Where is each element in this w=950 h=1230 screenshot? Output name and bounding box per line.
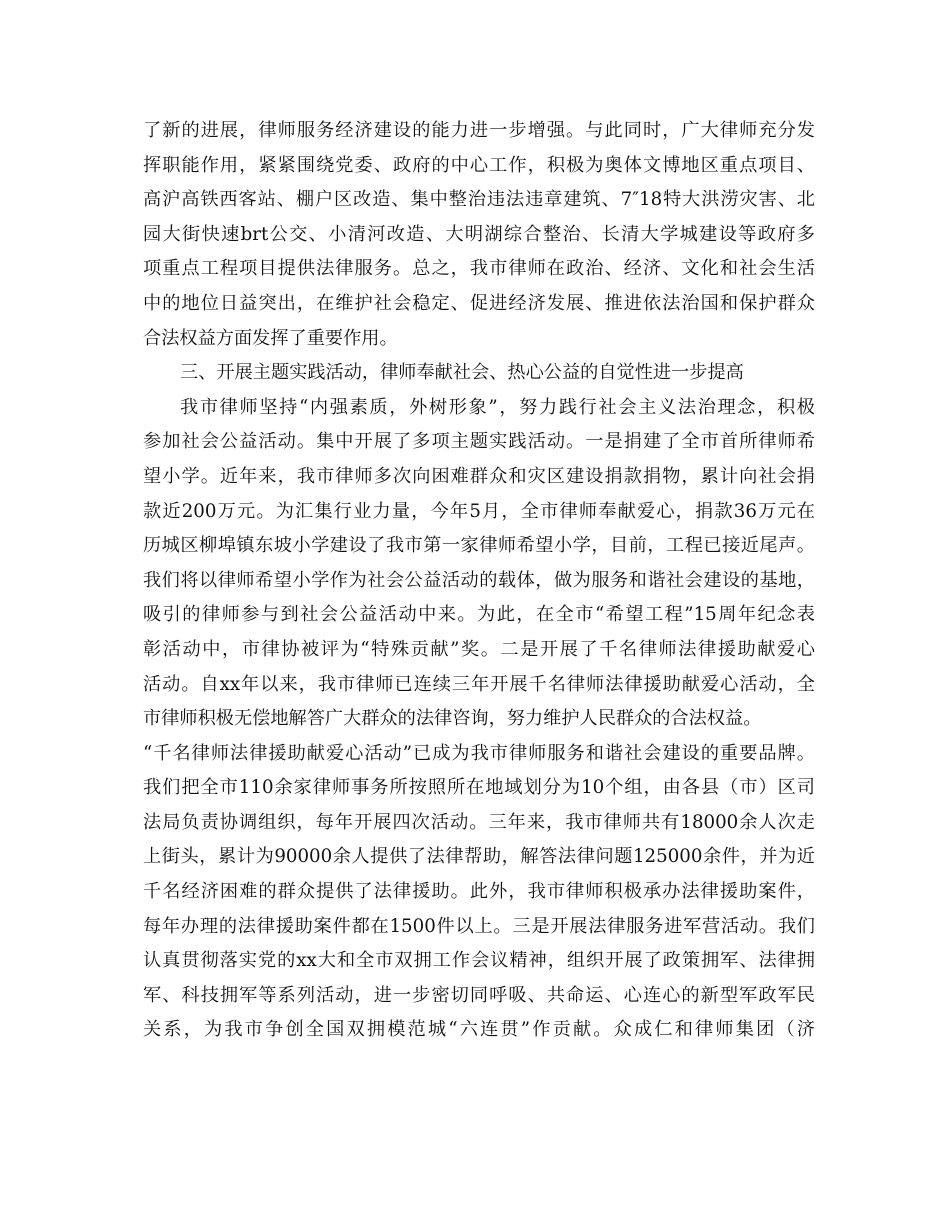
text-line: 关系，为我市争创全国双拥模范城“六连贯”作贡献。众成仁和律师集团（济 [143,1019,815,1041]
text-line: 望小学。近年来，我市律师多次向困难群众和灾区建设捐款捐物，累计向社会捐 [143,465,815,487]
text-line: 参加社会公益活动。集中开展了多项主题实践活动。一是捐建了全市首所律师希 [143,431,815,453]
text-line: 了新的进展，律师服务经济建设的能力进一步增强。与此同时，广大律师充分发 [143,120,815,141]
text-line: 吸引的律师参与到社会公益活动中来。为此，在全市“希望工程”15周年纪念表 [143,604,815,626]
text-line: 园大街快速brt公交、小清河改造、大明湖综合整治、长清大学城建设等政府多 [143,223,815,245]
text-line: 我们将以律师希望小学作为社会公益活动的载体，做为服务和谐社会建设的基地， [143,569,815,591]
text-line: 法局负责协调组织，每年开展四次活动。三年来，我市律师共有18000余人次走 [143,811,815,833]
text-line: 项重点工程项目提供法律服务。总之，我市律师在政治、经济、文化和社会生活 [143,258,815,280]
text-line: 认真贯彻落实党的xx大和全市双拥工作会议精神，组织开展了政策拥军、法律拥 [143,950,815,972]
text-line: 中的地位日益突出，在维护社会稳定、促进经济发展、推进依法治国和保护群众 [143,292,815,314]
text-line: 合法权益方面发挥了重要作用。 [143,327,398,349]
body-text [143,114,815,1048]
text-line: 高沪高铁西客站、棚户区改造、集中整治违法违章建筑、7″18特大洪涝灾害、北 [143,189,815,211]
text-line: 军、科技拥军等系列活动，进一步密切同呼吸、共命运、心连心的新型军政军民 [143,984,815,1006]
text-line: “千名律师法律援助献爱心活动”已成为我市律师服务和谐社会建设的重要品牌。 [143,742,815,764]
text-line: 挥职能作用，紧紧围绕党委、政府的中心工作，积极为奥体文博地区重点项目、 [143,154,815,176]
text-line: 市律师积极无偿地解答广大群众的法律咨询，努力维护人民群众的合法权益。 [143,708,762,730]
text-line: 千名经济困难的群众提供了法律援助。此外，我市律师积极承办法律援助案件， [143,881,815,903]
text-line: 我市律师坚持“内强素质，外树形象”，努力践行社会主义法治理念，积极 [180,396,815,418]
text-line: 款近200万元。为汇集行业力量，今年5月，全市律师奉献爱心，捐款36万元在 [143,500,815,522]
text-line: 彰活动中，市律协被评为“特殊贡献”奖。二是开展了千名律师法律援助献爱心 [143,638,815,660]
text-line: 活动。自xx年以来，我市律师已连续三年开展千名律师法律援助献爱心活动，全 [143,673,815,695]
text-line: 每年办理的法律援助案件都在1500件以上。三是开展法律服务进军营活动。我们 [143,915,815,937]
text-line: 三、开展主题实践活动，律师奉献社会、热心公益的自觉性进一步提高 [180,362,744,384]
text-line: 我们把全市110余家律师事务所按照所在地域划分为10个组，由各县（市）区司 [143,777,815,799]
text-line: 上街头，累计为90000余人提供了法律帮助，解答法律问题125000余件，并为近 [143,846,815,868]
text-line: 历城区柳埠镇东坡小学建设了我市第一家律师希望小学，目前，工程已接近尾声。 [143,535,815,557]
